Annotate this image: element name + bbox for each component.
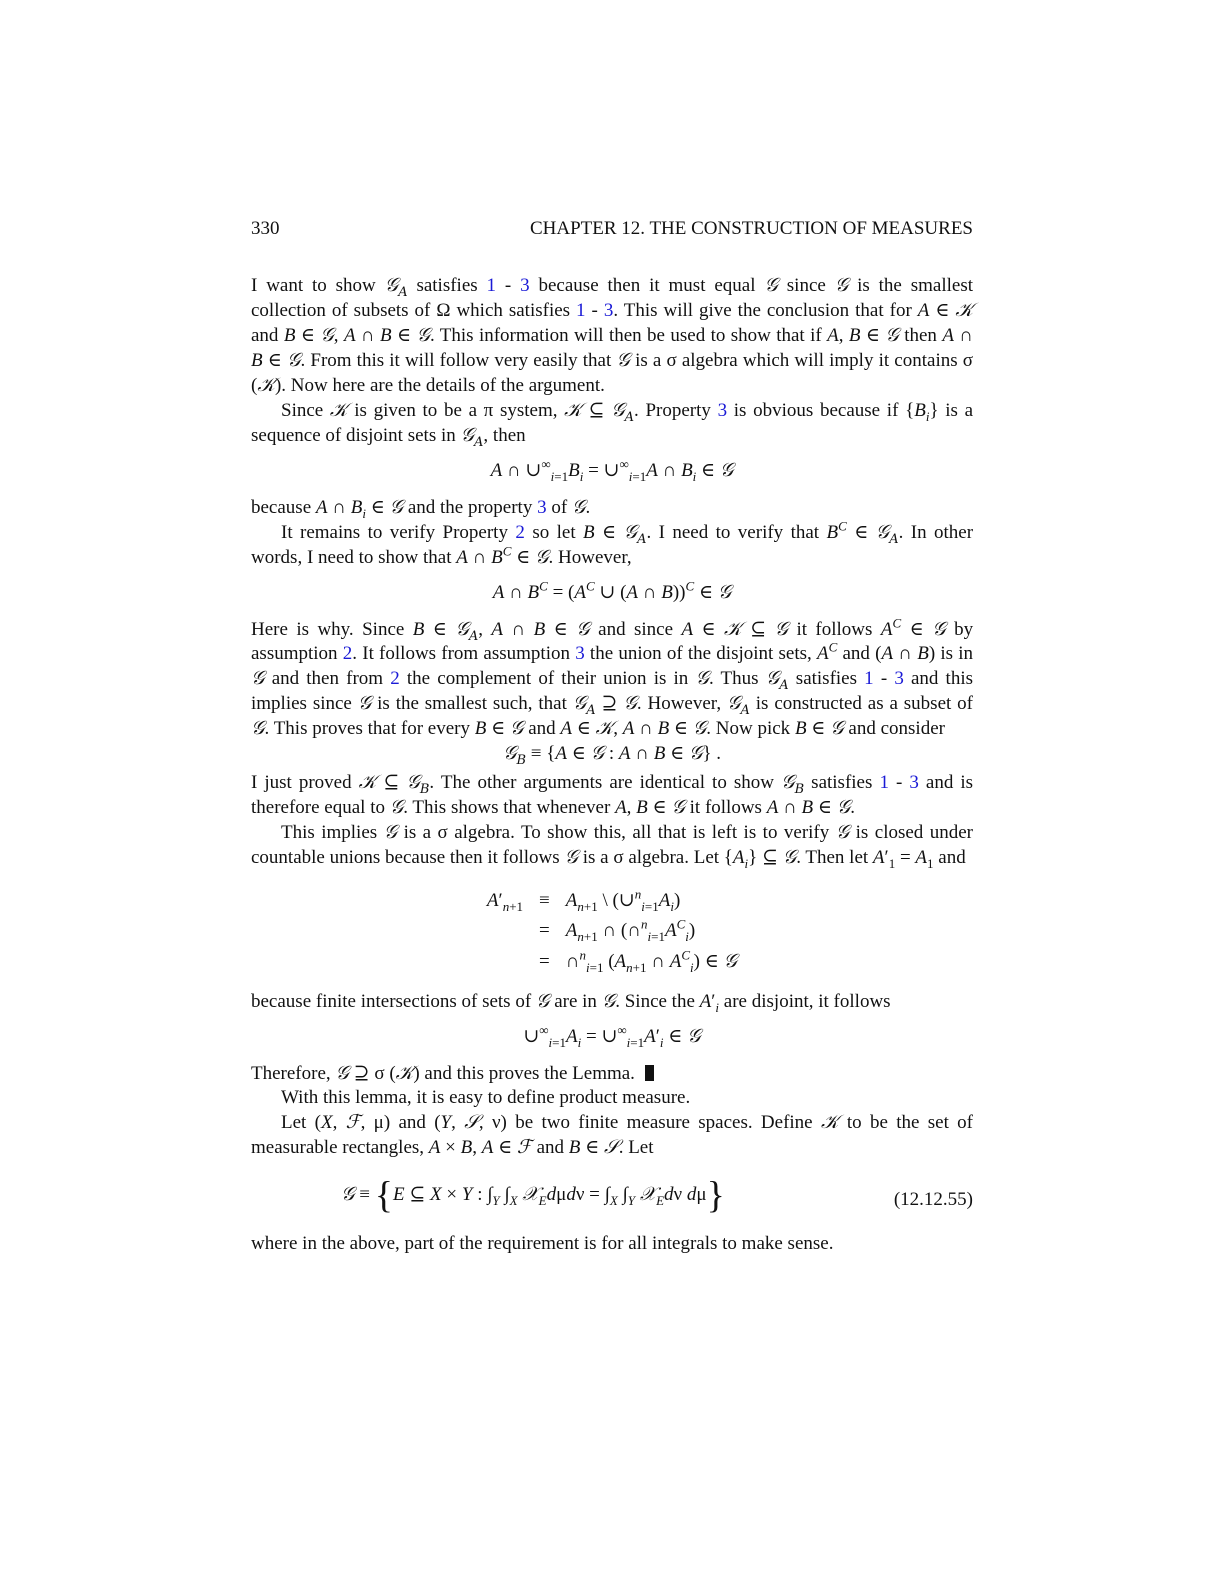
display-equation-2: A ∩ $B^C = (A^C$ ∪ (A ∩ B))$^C$ ∈ 𝒢 xyxy=(492,578,732,603)
paragraph-3: because A ∩ $B_i$ ∈ 𝒢 and the property 3 of 𝒢. xyxy=(251,496,591,521)
paragraph-9: Therefore, 𝒢 ⊇ σ (𝒦) and this proves the Lemma. xyxy=(251,1061,973,1086)
ref-2[interactable]: 2 xyxy=(342,643,353,664)
ref-3[interactable]: 3 xyxy=(909,772,919,793)
main-text xyxy=(251,273,973,1256)
display-equation-3: 𝒢$_B$ ≡ {A ∈ 𝒢 : A ∩ B ∈ 𝒢} . xyxy=(502,742,722,768)
ref-3[interactable]: 3 xyxy=(520,275,530,296)
ref-3[interactable]: 3 xyxy=(894,668,904,689)
ref-1[interactable]: 1 xyxy=(864,668,874,689)
ref-1[interactable]: 1 xyxy=(879,772,889,793)
paragraph-12: where in the above, part of the requirement is for all integrals to make sense. xyxy=(251,1233,834,1254)
chapter-title: CHAPTER 12. THE CONSTRUCTION OF MEASURES xyxy=(529,218,973,239)
paragraph-8: because finite intersections of sets of 𝒢 are in 𝒢. Since the $A'_i$ are disjoint, it follows xyxy=(251,990,891,1015)
paragraph-1: I want to show 𝒢$_A$ satisfies 1 - 3 because then it must equal 𝒢 since 𝒢 is the smallest collection of subsets of Ω which satisfies 1 - 3. This will give the conclusion that for A ∈ 𝒦 and B ∈ 𝒢, A ∩ B ∈ 𝒢. This information will then be used to show that if A, B ∈ 𝒢 then A ∩ B ∈ 𝒢. From this it will follow very easily that 𝒢 is a σ algebra which will imply it contains σ (𝒦). Now here are the details of the argument. xyxy=(251,274,974,396)
paragraph-2: Since 𝒦 is given to be a π system, 𝒦 ⊆ 𝒢$_A$. Property 3 is obvious because if $\{B_i\}$ is a sequence of disjoint sets in 𝒢$_A$, then xyxy=(251,399,974,450)
equation-body: 𝒢 ≡ {E ⊆ X × Y : $\int_Y$ $\int_X$ 𝒳$_E$dμdν = $\int_X$ $\int_Y$ 𝒳$_E$dν dμ} xyxy=(341,1174,725,1217)
ref-3[interactable]: 3 xyxy=(603,300,614,321)
aligned-equations: $A'_{n+1}$ ≡ $A_{n+1}$ \ $(\cup^n_{i=1}A_i)$ = $A_{n+1}$ ∩ $(\cap^n_{i=1}A^C_i)$ = ∩$^n_{i=1}$ ($A_{n+1}$ ∩ $A^C_i$) ∈ 𝒢 xyxy=(486,886,738,975)
page-number: 330 xyxy=(251,218,280,239)
paragraph-6: I just proved 𝒦 ⊆ 𝒢$_B$. The other arguments are identical to show 𝒢$_B$ satisfies 1 - 3 and is therefore equal to 𝒢. This shows that whenever A, B ∈ 𝒢 it follows A ∩ B ∈ 𝒢. xyxy=(251,771,974,818)
running-header xyxy=(251,210,973,240)
paragraph-7: This implies 𝒢 is a σ algebra. To show this, all that is left is to verify 𝒢 is closed under countable unions because then it follows 𝒢 is a σ algebra. Let $\{A_i\}$ ⊆ 𝒢. Then let $A'_1 = A_1$ and xyxy=(251,821,973,871)
numbered-equation xyxy=(251,1174,973,1222)
ref-2[interactable]: 2 xyxy=(390,668,400,689)
ref-3[interactable]: 3 xyxy=(717,400,728,421)
paragraph-5: Here is why. Since B ∈ 𝒢$_A$, A ∩ B ∈ 𝒢 and since A ∈ 𝒦 ⊆ 𝒢 it follows $A^C$ ∈ 𝒢 by assumption 2. It follows from assumption 3 the union of the disjoint sets, $A^C$ and (A ∩ B) is in 𝒢 and then from 2 the complement of their union is in 𝒢. Thus 𝒢$_A$ satisfies 1 - 3 and this implies since 𝒢 is the smallest such, that 𝒢$_A$ ⊇ 𝒢. However, 𝒢$_A$ is constructed as a subset of 𝒢. This proves that for every B ∈ 𝒢 and A ∈ 𝒦, A ∩ B ∈ 𝒢. Now pick B ∈ 𝒢 and consider xyxy=(251,615,974,739)
ref-3[interactable]: 3 xyxy=(575,643,585,664)
equation-number: (12.12.55) xyxy=(893,1189,973,1210)
ref-1[interactable]: 1 xyxy=(486,275,497,296)
display-equation-1: A ∩ $\cup^\infty_{i=1}B_i$ = $\cup^\infty_{i=1}A$ ∩ $B_i$ ∈ 𝒢 xyxy=(490,456,734,484)
qed-mark xyxy=(645,1065,654,1081)
display-equation-4: $\cup^\infty_{i=1}A_i$ = $\cup^\infty_{i=1}A'_i$ ∈ 𝒢 xyxy=(523,1022,701,1050)
ref-3[interactable]: 3 xyxy=(537,497,547,518)
paragraph-4: It remains to verify Property 2 so let B ∈ 𝒢$_A$. I need to verify that $B^C$ ∈ 𝒢$_A$. In other words, I need to show that A ∩ $B^C$ ∈ 𝒢. However, xyxy=(251,518,974,568)
paragraph-11: Let (X, ℱ, μ) and (Y, 𝒮, ν) be two finite measure spaces. Define 𝒦 to be the set of measurable rectangles, A × B, A ∈ ℱ and B ∈ 𝒮. Let xyxy=(251,1111,974,1158)
paragraph-10: With this lemma, it is easy to define product measure. xyxy=(281,1087,691,1108)
ref-2[interactable]: 2 xyxy=(515,522,525,543)
ref-1[interactable]: 1 xyxy=(576,300,586,321)
page xyxy=(251,210,974,1254)
